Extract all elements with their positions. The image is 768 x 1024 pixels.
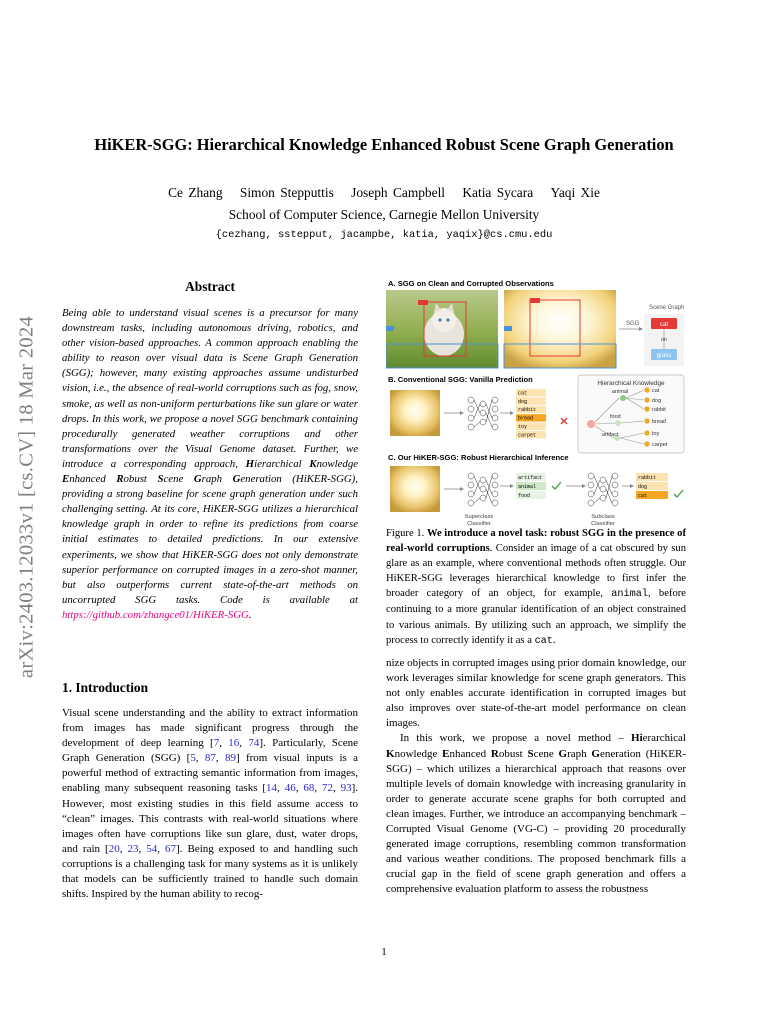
author-name: Joseph Campbell (351, 185, 446, 200)
prediction-item-label: animal (518, 484, 537, 490)
citation-link[interactable]: 46 (284, 782, 296, 795)
intro-text: , (314, 782, 322, 795)
affiliation: School of Computer Science, Carnegie Mellon University (228, 207, 540, 222)
citation-link[interactable]: 89 (224, 752, 236, 765)
intro-text: , (195, 752, 205, 765)
hk-node-artifact: artifact (602, 432, 619, 438)
paragraph: In this work, we propose a novel method – Hierarchical Knowledge Enhanced Robust Scene Graph Generation (HiKER-SGG) – which utilizes a hierarchical approach that reasons over multiple levels of domain knowledge with increasing granularity in order to generate accurate scene graphs for both corrupted and clean images. Further, we introduce an accompanying benchmark – Corrupted Visual Genome (VG-C) – providing 20 procedurally generated image corruptions, resembling common transformation and various weather conditions. The proposed benchmark fills a crucial gap in the field of scene graph generation and offers a comprehensive evaluation platform to assess the robustness (386, 732, 687, 896)
citation-link[interactable]: 14 (266, 782, 278, 795)
prediction-item-label: food (518, 493, 531, 499)
subclass-classifier-label: Subclass (591, 514, 615, 520)
sgg-label: SGG (626, 321, 640, 327)
intro-text: ]. Particularly, Scene Graph Generation (SGG) [ (62, 737, 359, 765)
author-name: Katia Sycara (462, 185, 534, 200)
panel-b-title: B. Conventional SGG: Vanilla Prediction (388, 375, 533, 384)
abstract-text: Being able to understand visual scenes is a precursor for many downstream tasks, including autonomous driving, robotics, and other vision-based approaches. A common approach enabling the ability to reason over visual data is Scene Graph Generation (SGG); however, many existing approaches assume undisturbed vision, i.e., the absence of real-world corruptions such as fog, snow, smoke, as well as non-uniform perturbations like sun glare or water drops. In this work, we propose a novel SGG benchmark containing procedurally generated weather corruptions and other transformations over the Visual Genome dataset. Further, we introduce a corresponding approach, (62, 307, 358, 470)
citation-link[interactable]: 7 (213, 737, 220, 750)
caption-label: Figure 1. (386, 528, 425, 539)
author-emails: {cezhang, sstepput, jacampbe, katia, yaqix}@cs.cmu.edu (215, 229, 553, 241)
hk-title: Hierarchical Knowledge (597, 380, 665, 387)
check-icon (674, 490, 683, 497)
intro-text: , (138, 842, 147, 855)
intro-text: ]. Being exposed to and handling such corruptions is a challenging task for many systems as it is unlikely that models can be sufficiently trained to handle such domain shifts. Inspired by the human ability to recog- (62, 842, 359, 901)
svg-text:cat: cat (659, 322, 669, 328)
citation-link[interactable]: 87 (204, 752, 216, 765)
intro-text: ]. However, most existing studies in this field assume access to “clean” images. This contrasts with real-world situations where images often have corruptions like sun glare, dust, water drops, and rain [ (62, 782, 359, 855)
hk-leaf: dog (652, 398, 662, 404)
hk-leaf: bread (652, 419, 667, 425)
intro-text: , (332, 782, 341, 795)
hk-leaf: carpet (652, 442, 668, 448)
intro-text: Visual scene understanding and the ability to extract information from images has made significant progress through the development of deep learning [ (62, 707, 358, 750)
citation-link[interactable]: 23 (127, 842, 139, 855)
subclass-prediction-list (636, 473, 668, 499)
figure-caption: Figure 1. We introduce a novel task: robust SGG in the presence of real-world corruptions. Consider an image of a cat obscured by sun glare as an example, where conventional methods often struggle. Our HiKER-SGG leverages hierarchical knowledge to first infer the broader category of an object, for example, animal, before continuing to a more granular identification of an object constrained to various animals. By utilizing such an approach, we simplify the process to correctly identify it as a cat. (386, 528, 687, 647)
svg-text:Classifier: Classifier (591, 521, 615, 526)
prediction-item-label: artifact (518, 475, 543, 481)
panel-a-title: A. SGG on Clean and Corrupted Observations (388, 279, 554, 288)
author-name: Yaqi Xie (550, 185, 600, 200)
intro-text: , (295, 782, 304, 795)
arxiv-stamp (12, 262, 42, 732)
vanilla-input-crop (390, 390, 440, 436)
subclass-network-icon (588, 473, 618, 506)
citation-link[interactable]: 16 (228, 737, 240, 750)
code-link[interactable]: https://github.com/zhangce01/HiKER-SGG (62, 608, 249, 621)
paragraph: nize objects in corrupted images using prior domain knowledge, our work leverages similar knowledge for scene graph generators. This not only enables accurate identification in corrupted images but also improves over state-of-the-art model performance on clean images. (386, 657, 686, 730)
panel-c-title: C. Our HiKER-SGG: Robust Hierarchical Inference (388, 453, 569, 462)
figure-1 (386, 276, 686, 526)
citation-link[interactable]: 54 (146, 842, 158, 855)
edge-on: on (660, 337, 668, 343)
section-heading-introduction: 1. Introduction (62, 680, 149, 695)
abstract-text: (HiKER-SGG), providing a strong baseline for scene graph generation under such challenging setting. At its core, HiKER-SGG utilizes a hierarchical knowledge graph in order to refine its predictions from coarse initial estimates to detailed predictions. In our extensive experiments, we show that HiKER-SGG does not only demonstrate superior performance on corrupted images in a zero-shot manner, but also outperforms current state-of-the-art methods on uncorrupted SGG tasks. Code is available at (62, 473, 358, 606)
vanilla-prediction-list (516, 389, 546, 438)
intro-text: ] from visual inputs is a powerful method of extracting semantic information from images, enabling many subsequent reasoning tasks [ (62, 752, 359, 795)
intro-text: , (157, 842, 166, 855)
hk-leaf: cat (652, 388, 660, 394)
hk-leaf: toy (652, 431, 660, 437)
citation-link[interactable]: 67 (165, 842, 177, 855)
intro-text: , (219, 737, 229, 750)
prediction-item-label: rabbit (638, 475, 657, 481)
intro-text: , (215, 752, 225, 765)
author-list (0, 185, 768, 201)
scene-graph-label: Scene Graph (649, 305, 685, 311)
citation-link[interactable]: 93 (340, 782, 352, 795)
prediction-item-label: dog (518, 398, 528, 405)
citation-link[interactable]: 74 (248, 737, 260, 750)
arxiv-stamp-text: arXiv:2403.12033v1 [cs.CV] 18 Mar 2024 (15, 315, 38, 679)
prediction-item-label: bread (518, 415, 534, 422)
intro-text: , (119, 842, 128, 855)
prediction-item-label: cat (518, 390, 528, 397)
svg-text:grass: grass (656, 353, 672, 359)
intro-text: , (277, 782, 285, 795)
superclass-classifier-label: Superclass (464, 514, 494, 520)
abstract-acronym: Hierarchical Knowledge Enhanced Robust Scene Graph Generation (62, 457, 359, 486)
citation-link[interactable]: 20 (108, 842, 120, 855)
intro-text: , (239, 737, 249, 750)
citation-link[interactable]: 68 (303, 782, 315, 795)
caption-bold: We introduce a novel task: robust SGG in the presence of real-world corruptions (386, 528, 686, 555)
prediction-item-label: carpet (518, 432, 537, 439)
citation-link[interactable]: 72 (321, 782, 333, 795)
figure-1-graphic (386, 276, 686, 526)
page-number: 1 (381, 946, 387, 958)
hk-leaf: rabbit (652, 407, 666, 413)
hk-node-food: food (610, 414, 621, 420)
hk-node-animal: animal (612, 389, 629, 395)
abstract-body: Being able to understand visual scenes is a precursor for many downstream tasks, including autonomous driving, robotics, and other vision-based approaches. A common approach enabling the ability to reason over visual data is Scene Graph Generation (SGG); however, many existing approaches assume undisturbed vision, i.e., the absence of real-world corruptions such as fog, snow, smoke, as well as non-uniform perturbations like sun glare or water drops. In this work, we propose a novel SGG benchmark containing procedurally generated weather corruptions and other transformations over the Visual Genome dataset. Further, we introduce a corresponding approach, Hierarchical Knowledge Enhanced Robust Scene Graph Generation (HiKER-SGG), providing a strong baseline for scene graph generation under such challenging setting. At its core, HiKER-SGG utilizes a hierarchical knowledge graph in order to refine its predictions from coarse initial estimates to detailed predictions. In our extensive experiments, we show that HiKER-SGG does not only demonstrate superior performance on corrupted images in a zero-shot manner, but also outperforms current state-of-the-art methods on uncorrupted SGG tasks. Code is available at https://github.com/zhangce01/HiKER-SGG. (62, 307, 359, 621)
superclass-network-icon (468, 473, 498, 506)
vanilla-network-icon (468, 397, 498, 430)
citation-link[interactable]: 5 (190, 752, 196, 765)
author-name: Simon Stepputtis (239, 185, 334, 200)
hiker-input-crop (390, 466, 440, 512)
paper-title: HiKER-SGG: Hierarchical Knowledge Enhanced Robust Scene Graph Generation (94, 135, 674, 154)
check-icon (552, 482, 561, 489)
prediction-item-label: dog (638, 484, 648, 490)
abstract-heading: Abstract (185, 279, 235, 294)
superclass-prediction-list (516, 473, 546, 499)
prediction-item-label: cat (638, 493, 648, 499)
author-name: Ce Zhang (168, 185, 223, 200)
introduction-body (62, 706, 358, 902)
wrong-mark-icon (561, 418, 567, 424)
svg-text:Classifier: Classifier (467, 521, 491, 526)
right-column-body (386, 656, 686, 898)
prediction-item-label: rabbit (518, 407, 537, 414)
prediction-item-label: toy (518, 424, 528, 430)
